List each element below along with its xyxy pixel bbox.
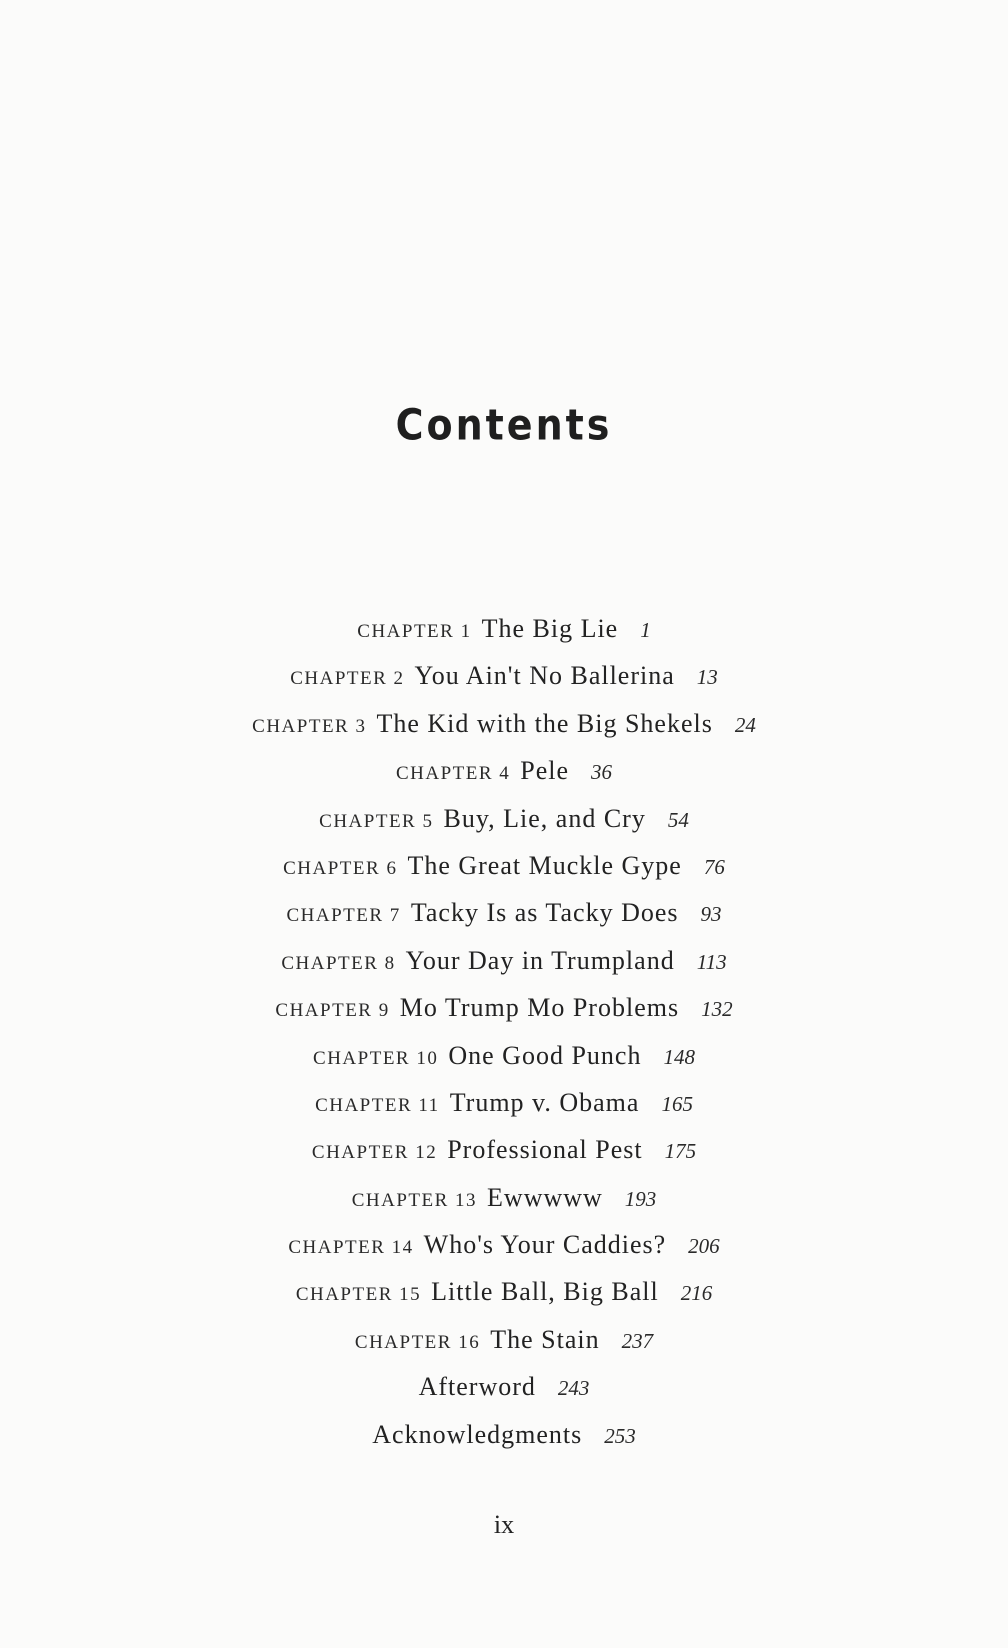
chapter-page-number: 113 xyxy=(696,949,727,974)
toc-entry-chapter-3 xyxy=(0,700,1008,747)
toc-entry-chapter-13 xyxy=(0,1174,1008,1221)
chapter-page-number: 237 xyxy=(621,1328,654,1353)
chapter-page-number: 93 xyxy=(700,902,722,927)
chapter-page-number: 216 xyxy=(680,1281,713,1306)
table-of-contents xyxy=(0,605,1008,1458)
chapter-page-number: 165 xyxy=(661,1091,693,1116)
chapter-title: One Good Punch xyxy=(448,1040,642,1070)
toc-entry-chapter-1 xyxy=(0,605,1008,652)
toc-entry-chapter-16 xyxy=(0,1316,1008,1363)
chapter-label: CHAPTER 6 xyxy=(283,857,398,879)
chapter-page-number: 36 xyxy=(591,760,613,785)
toc-entry-chapter-11 xyxy=(0,1079,1008,1126)
chapter-title: The Stain xyxy=(490,1324,600,1354)
toc-entry-chapter-5 xyxy=(0,795,1008,842)
chapter-title: Mo Trump Mo Problems xyxy=(399,993,680,1023)
chapter-label: CHAPTER 3 xyxy=(252,715,367,737)
chapter-label: CHAPTER 8 xyxy=(281,952,396,974)
chapter-label: CHAPTER 15 xyxy=(295,1284,422,1306)
toc-entry-chapter-10 xyxy=(0,1032,1008,1079)
chapter-page-number: 54 xyxy=(667,807,689,832)
toc-entry-chapter-6 xyxy=(0,842,1008,889)
chapter-label: CHAPTER 1 xyxy=(357,621,472,642)
chapter-page-number: 175 xyxy=(664,1139,697,1164)
chapter-title: Tacky Is as Tacky Does xyxy=(410,898,679,928)
chapter-label: CHAPTER 5 xyxy=(319,810,434,832)
chapter-page-number: 13 xyxy=(696,665,718,690)
toc-entry-chapter-8 xyxy=(0,937,1008,984)
chapter-label: CHAPTER 13 xyxy=(351,1189,478,1211)
chapter-title: You Ain't No Ballerina xyxy=(414,661,675,691)
chapter-page-number: 1 xyxy=(640,618,651,642)
toc-entry-afterword xyxy=(0,1363,1008,1410)
chapter-title: The Big Lie xyxy=(481,614,619,643)
toc-entry-chapter-9 xyxy=(0,984,1008,1031)
chapter-title: Buy, Lie, and Cry xyxy=(443,803,646,833)
toc-entry-chapter-7 xyxy=(0,889,1008,936)
chapter-title: Trump v. Obama xyxy=(449,1087,640,1117)
chapter-page-number: 24 xyxy=(734,712,756,737)
chapter-label: CHAPTER 7 xyxy=(286,905,401,927)
chapter-page-number: 132 xyxy=(701,997,733,1022)
chapter-page-number: 206 xyxy=(688,1234,720,1259)
page-title: Contents xyxy=(395,400,613,450)
chapter-label: CHAPTER 16 xyxy=(354,1331,481,1353)
back-matter-title: Acknowledgments xyxy=(372,1419,583,1449)
chapter-page-number: 193 xyxy=(624,1186,657,1211)
back-matter-page-number: 243 xyxy=(557,1376,590,1401)
chapter-page-number: 76 xyxy=(703,854,725,879)
chapter-label: CHAPTER 4 xyxy=(395,763,511,785)
chapter-label: CHAPTER 2 xyxy=(290,668,405,690)
toc-entry-chapter-4 xyxy=(0,747,1008,794)
page-folio: ix xyxy=(493,1510,515,1539)
chapter-title: Who's Your Caddies? xyxy=(423,1230,667,1260)
chapter-title: Little Ball, Big Ball xyxy=(431,1277,659,1307)
chapter-label: CHAPTER 11 xyxy=(315,1094,440,1116)
back-matter-page-number: 253 xyxy=(604,1423,636,1448)
chapter-label: CHAPTER 10 xyxy=(313,1047,439,1069)
toc-entry-chapter-15 xyxy=(0,1268,1008,1315)
chapter-label: CHAPTER 9 xyxy=(275,1000,390,1022)
back-matter-title: Afterword xyxy=(418,1372,536,1402)
chapter-title: Pele xyxy=(520,756,570,786)
chapter-title: The Great Muckle Gype xyxy=(407,850,682,880)
toc-entry-chapter-14 xyxy=(0,1221,1008,1268)
chapter-label: CHAPTER 14 xyxy=(288,1237,414,1259)
toc-entry-acknowledgments xyxy=(0,1411,1008,1458)
chapter-title: Professional Pest xyxy=(447,1135,643,1165)
chapter-page-number: 148 xyxy=(663,1044,695,1069)
chapter-title: The Kid with the Big Shekels xyxy=(376,708,713,738)
chapter-label: CHAPTER 12 xyxy=(311,1142,438,1164)
toc-entry-chapter-12 xyxy=(0,1126,1008,1173)
chapter-title: Ewwwww xyxy=(487,1182,603,1212)
toc-entry-chapter-2 xyxy=(0,652,1008,699)
chapter-title: Your Day in Trumpland xyxy=(405,945,675,975)
